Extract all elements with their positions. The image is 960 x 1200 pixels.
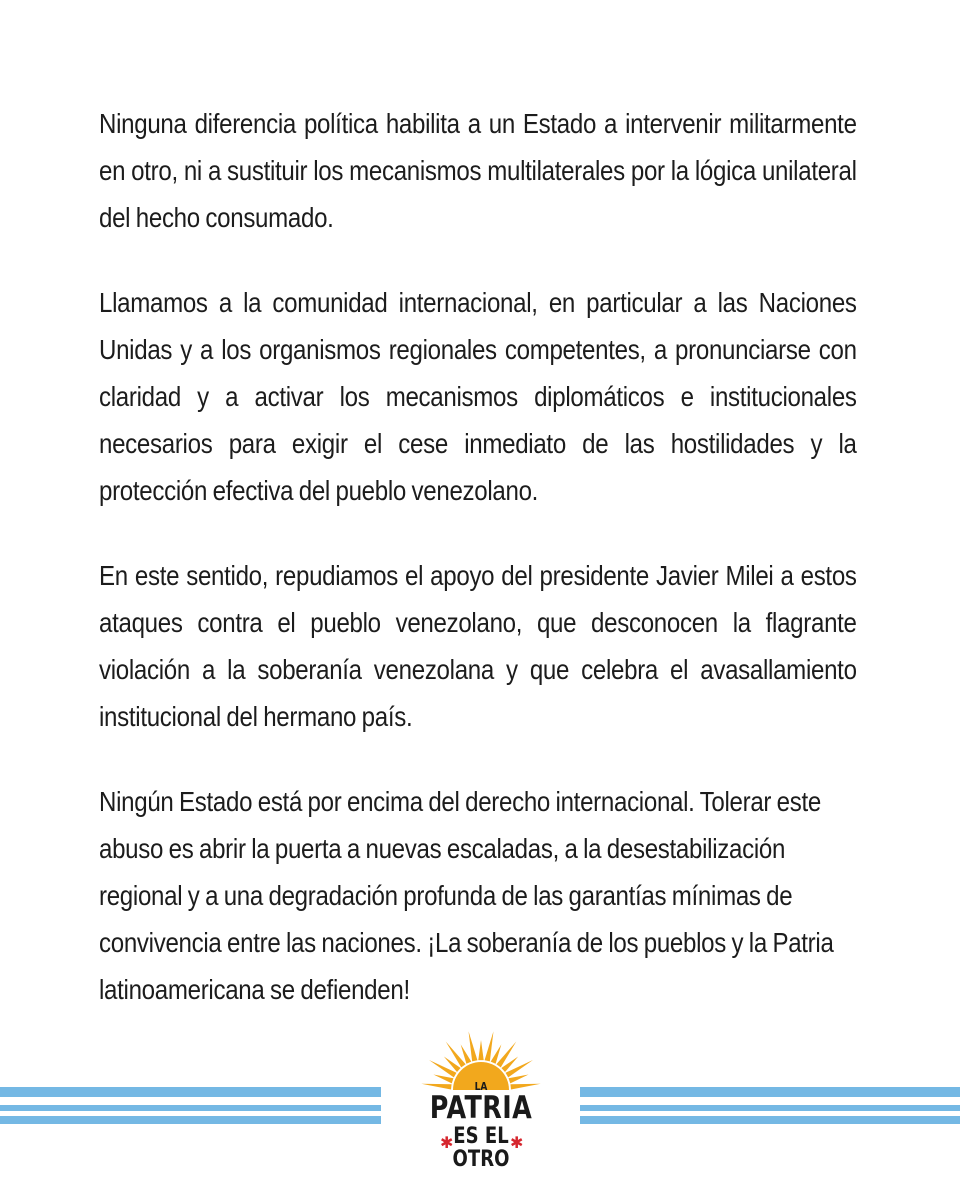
paragraph-4: Ningún Estado está por encima del derecho internacional. Tolerar este abuso es abrir la puerta a nuevas escaladas, a la desestabilización regional y a una degradación profunda de las garantías mínimas de convivencia entre las naciones. ¡La soberanía de los pueblos y la Patria latinoamericana se defienden! [99,786,834,1005]
logo-text-patria: PATRIA [429,1090,533,1126]
paragraph-2: Llamamos a la comunidad internacional, en particular a las Naciones Unidas y a los organismos regionales competentes, a pronunciarse con claridad y a activar los mecanismos diplomáticos e institucionales necesarios para exigir el cese inmediato de las hostilidades y la protección efectiva del pueblo venezolano. [99,287,857,506]
sun-ray [496,1041,516,1067]
sun-ray [485,1031,494,1061]
logo-text-otro: OTRO [452,1147,510,1172]
la-patria-es-el-otro-logo [413,1028,549,1178]
red-star-icon: ✱ [440,1133,454,1152]
paragraph-1: Ninguna diferencia política habilita a un Estado a intervenir militarmente en otro, ni a sustituir los mecanismos multilaterales por la lógica unilateral del hecho consumado. [99,108,857,233]
flag-stripes-right [580,1087,960,1124]
sun-ray [469,1031,478,1061]
logo-text-es-el: ES EL [453,1124,509,1149]
sun-ray [478,1040,483,1060]
paragraph-3: En este sentido, repudiamos el apoyo del presidente Javier Milei a estos ataques contra el pueblo venezolano, que desconocen la flagrante violación a la soberanía venezolana y que celebra el avasallamiento institucional del hermano país. [99,560,857,732]
statement-body [99,100,857,1051]
sun-ray [446,1041,466,1067]
flag-stripes-left [0,1087,381,1124]
red-star-icon: ✱ [510,1133,524,1152]
logo-text-la: LA [474,1080,488,1093]
